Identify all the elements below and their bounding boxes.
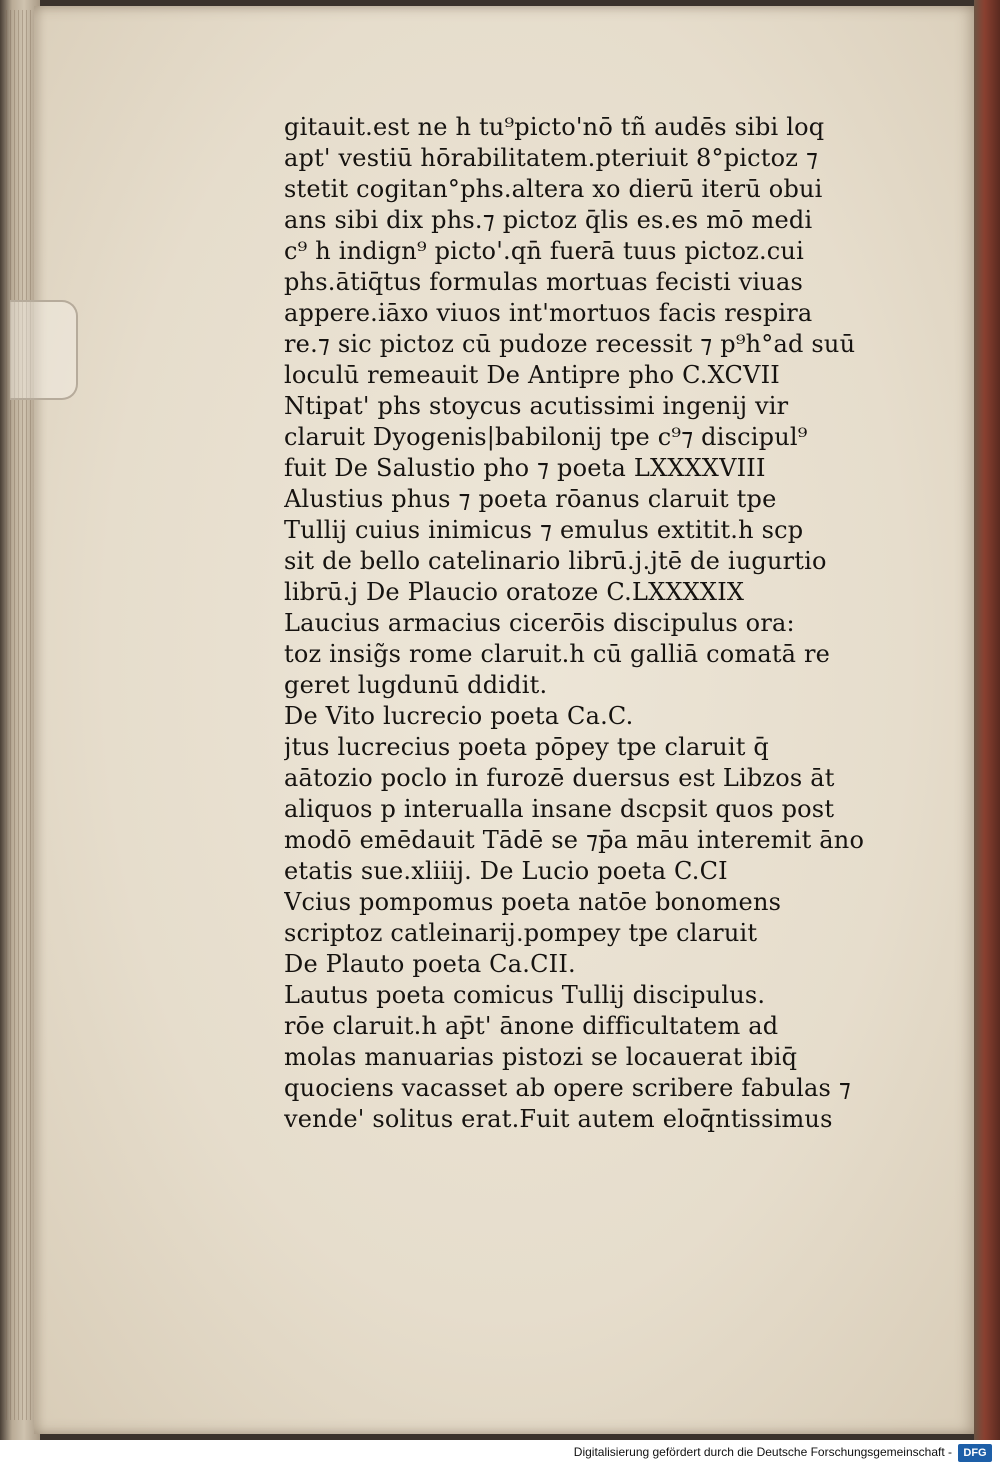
printed-text-block [284,112,864,1135]
text-line: modō emēdauit Tādē se ⁊p̄a māu interemit āno [284,826,864,854]
text-line: aliquos p interualla insane dscpsit quos post [284,795,835,823]
page-stack-lines [6,10,34,1420]
text-line: De Vito lucrecio poeta Ca.C. [284,702,634,730]
text-line: phs.ātiq̄tus formulas mortuas fecisti viuas [284,268,803,296]
bookmark-tab [10,300,78,400]
text-line: gitauit.est ne h tu⁹picto'nō tñ audēs sibi loq [284,113,825,141]
dfg-logo-icon[interactable]: DFG [958,1444,992,1462]
text-line: apt' vestiū hōrabilitatem.pteriuit 8°pictoz ⁊ [284,144,819,172]
binding-edge [974,0,1000,1440]
funding-credit: Digitalisierung gefördert durch die Deutsche Forschungsgemeinschaft - [573,1445,952,1459]
text-line: molas manuarias pistozi se locauerat ibiq̄ [284,1043,798,1071]
text-line: geret lugdunū ddidit. [284,671,548,699]
text-line: c⁹ h indign⁹ picto'.qn̄ fuerā tuus pictoz.cui [284,237,804,265]
text-line: librū.j De Plaucio oratoze C.LXXXXIX [284,578,745,606]
text-line: vende' solitus erat.Fuit autem eloq̄ntissimus [284,1105,833,1133]
book-page [34,6,980,1434]
text-line: quociens vacasset ab opere scribere fabulas ⁊ [284,1074,851,1102]
text-line: claruit Dyogenis|babilonij tpe c⁹⁊ discipul⁹ [284,423,808,451]
text-line: stetit cogitan°phs.altera xo dierū iterū obui [284,175,823,203]
text-line: Alustius phus ⁊ poeta rōanus claruit tpe [284,485,777,513]
text-line: appere.iāxo viuos int'mortuos facis respira [284,299,813,327]
text-line: rōe claruit.h ap̄t' ānone difficultatem ad [284,1012,779,1040]
text-line: scriptoz catleinarij.pompey tpe claruit [284,919,758,947]
text-line: fuit De Salustio pho ⁊ poeta LXXXXVIII [284,454,766,482]
text-line: toz insig̃s rome claruit.h cū galliā comatā re [284,640,831,668]
text-line: etatis sue.xliiij. De Lucio poeta C.CI [284,857,728,885]
text-line: De Plauto poeta Ca.CII. [284,950,576,978]
text-line: jtus lucrecius poeta pōpey tpe claruit q̄ [284,733,769,761]
text-line: Laucius armacius cicerōis discipulus ora: [284,609,795,637]
text-line: aātozio poclo in furozē duersus est Libzos āt [284,764,835,792]
text-line: re.⁊ sic pictoz cū pudoze recessit ⁊ p⁹h°ad suū [284,330,856,358]
text-line: Lautus poeta comicus Tullij discipulus. [284,981,766,1009]
text-line: ans sibi dix phs.⁊ pictoz q̄lis es.es mō medi [284,206,813,234]
text-line: Vcius pompomus poeta natōe bonomens [284,888,782,916]
text-line: Tullij cuius inimicus ⁊ emulus extitit.h scp [284,516,804,544]
text-line: loculū remeauit De Antipre pho C.XCVII [284,361,780,389]
footer-bar [0,1440,1000,1466]
text-line: sit de bello catelinario librū.j.jtē de iugurtio [284,547,827,575]
text-line: Ntipat' phs stoycus acutissimi ingenij vir [284,392,789,420]
